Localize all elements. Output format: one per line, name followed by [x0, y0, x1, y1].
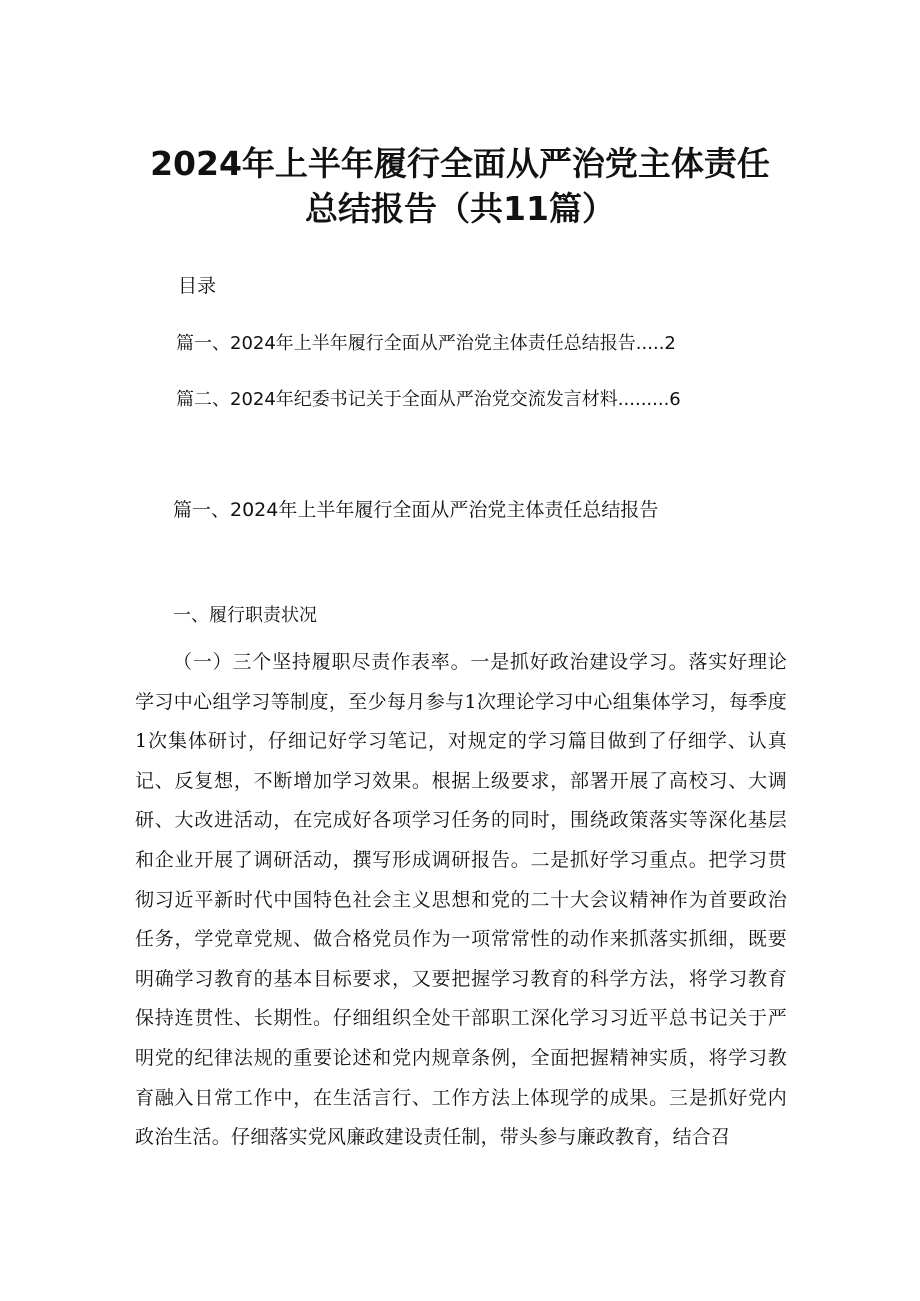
toc-heading: 目录 — [178, 275, 217, 297]
document-title-line-2: 总结报告（共11篇） — [305, 189, 615, 228]
toc-item-1[interactable]: 篇一、2024年上半年履行全面从严治党主体责任总结报告.....2 — [176, 333, 676, 354]
document-title-line-1: 2024年上半年履行全面从严治党主体责任 — [150, 144, 770, 183]
section-subheading: 一、履行职责状况 — [173, 605, 317, 626]
body-paragraph: （一）三个坚持履职尽责作表率。一是抓好政治建设学习。落实好理论学习中心组学习等制度，至少每月参与1次理论学习中心组集体学习，每季度1次集体研讨，仔细记好学习笔记，对规定的学习篇目做到了仔细学、认真记、反复想，不断增加学习效果。根据上级要求，部署开展了高校习、大调研、大改进活动，在完成好各项学习任务的同时，围绕政策落实等深化基层和企业开展了调研活动，撰写形成调研报告。二是抓好学习重点。把学习贯彻习近平新时代中国特色社会主义思想和党的二十大会议精神作为首要政治任务，学党章党规、做合格党员作为一项常常性的动作来抓落实抓细，既要明确学习教育的基本目标要求，又要把握学习教育的科学方法，将学习教育保持连贯性、长期性。仔细组织全处干部职工深化学习习近平总书记关于严明党的纪律法规的重要论述和党内规章条例，全面把握精神实质，将学习教育融入日常工作中，在生活言行、工作方法上体现学的成果。三是抓好党内政治生活。仔细落实党风廉政建设责任制，带头参与廉政教育，结合召 — [135, 651, 787, 1149]
section-title: 篇一、2024年上半年履行全面从严治党主体责任总结报告 — [173, 499, 659, 521]
toc-item-2[interactable]: 篇二、2024年纪委书记关于全面从严治党交流发言材料.........6 — [176, 389, 681, 410]
